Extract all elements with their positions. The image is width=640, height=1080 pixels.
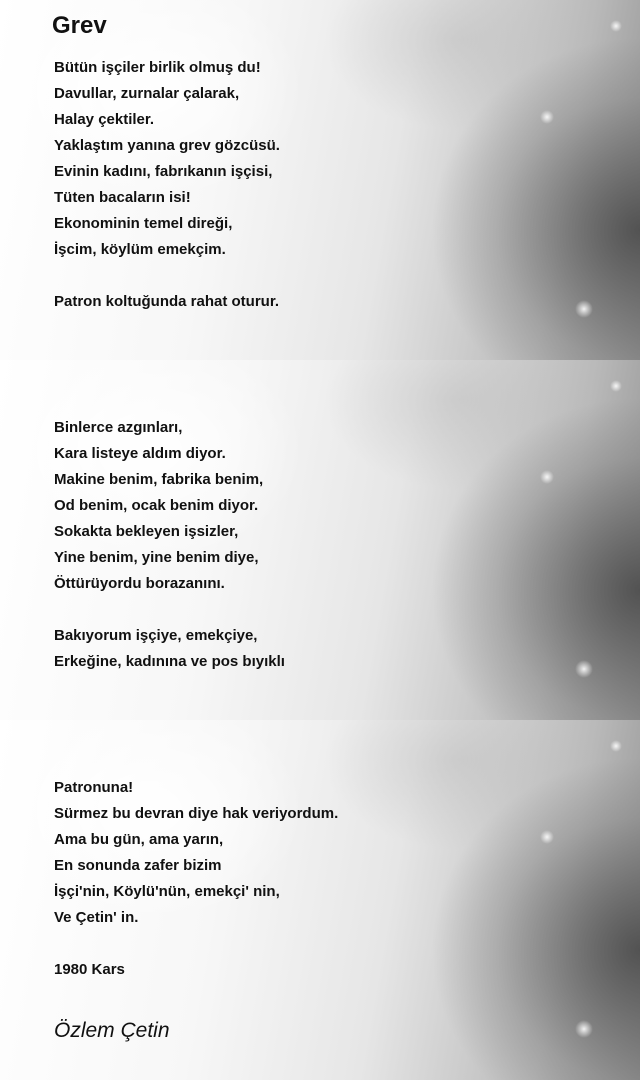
poem-line: Binlerce azgınları, bbox=[54, 419, 183, 436]
stanza-block-3 bbox=[54, 775, 338, 983]
poem-line: En sonunda zafer bizim bbox=[54, 857, 222, 874]
poem-panel-3 bbox=[0, 720, 640, 1080]
poem-line: Bakıyorum işçiye, emekçiye, bbox=[54, 627, 258, 644]
poem-line-blank bbox=[54, 597, 285, 623]
poem-line: Sürmez bu devran diye hak veriyordum. bbox=[54, 805, 339, 822]
poem-line: Makine benim, fabrika benim, bbox=[54, 471, 264, 488]
poem-line: Halay çektiler. bbox=[54, 111, 155, 128]
poem-line: Yine benim, yine benim diye, bbox=[54, 549, 259, 566]
poem-line: İşcim, köylüm emekçim. bbox=[54, 241, 226, 258]
poem-line: İşçi'nin, Köylü'nün, emekçi' nin, bbox=[54, 883, 280, 900]
poem-panel-2 bbox=[0, 360, 640, 720]
poem-line: Ekonominin temel direği, bbox=[54, 215, 233, 232]
poem-line: Evinin kadını, fabrıkanın işçisi, bbox=[54, 163, 273, 180]
poem-line: Yaklaştım yanına grev gözcüsü. bbox=[54, 137, 280, 154]
poem-panel-1 bbox=[0, 0, 640, 360]
poem-line: Kara listeye aldım diyor. bbox=[54, 445, 226, 462]
poem-line: Patronuna! bbox=[54, 779, 134, 796]
poem-author: Özlem Çetin bbox=[54, 1019, 170, 1042]
poem-line: Davullar, zurnalar çalarak, bbox=[54, 85, 240, 102]
stanza-block-1 bbox=[54, 55, 280, 315]
stanza-block-2 bbox=[54, 415, 285, 675]
poem-line-blank bbox=[54, 263, 280, 289]
poem-title: Grev bbox=[52, 12, 107, 39]
poem-line: Öttürüyordu borazanını. bbox=[54, 575, 225, 592]
poem-line: Patron koltuğunda rahat oturur. bbox=[54, 293, 280, 310]
poem-line: Tüten bacaların isi! bbox=[54, 189, 191, 206]
poem-line: Erkeğine, kadınına ve pos bıyıklı bbox=[54, 653, 285, 670]
poem-line: Bütün işçiler birlik olmuş du! bbox=[54, 59, 261, 76]
poem-line: Od benim, ocak benim diyor. bbox=[54, 497, 259, 514]
poem-line: Ama bu gün, ama yarın, bbox=[54, 831, 224, 848]
poem-line: Ve Çetin' in. bbox=[54, 909, 139, 926]
poem-line: Sokakta bekleyen işsizler, bbox=[54, 523, 239, 540]
poem-date-place: 1980 Kars bbox=[54, 961, 125, 978]
poem-line-blank bbox=[54, 931, 338, 957]
